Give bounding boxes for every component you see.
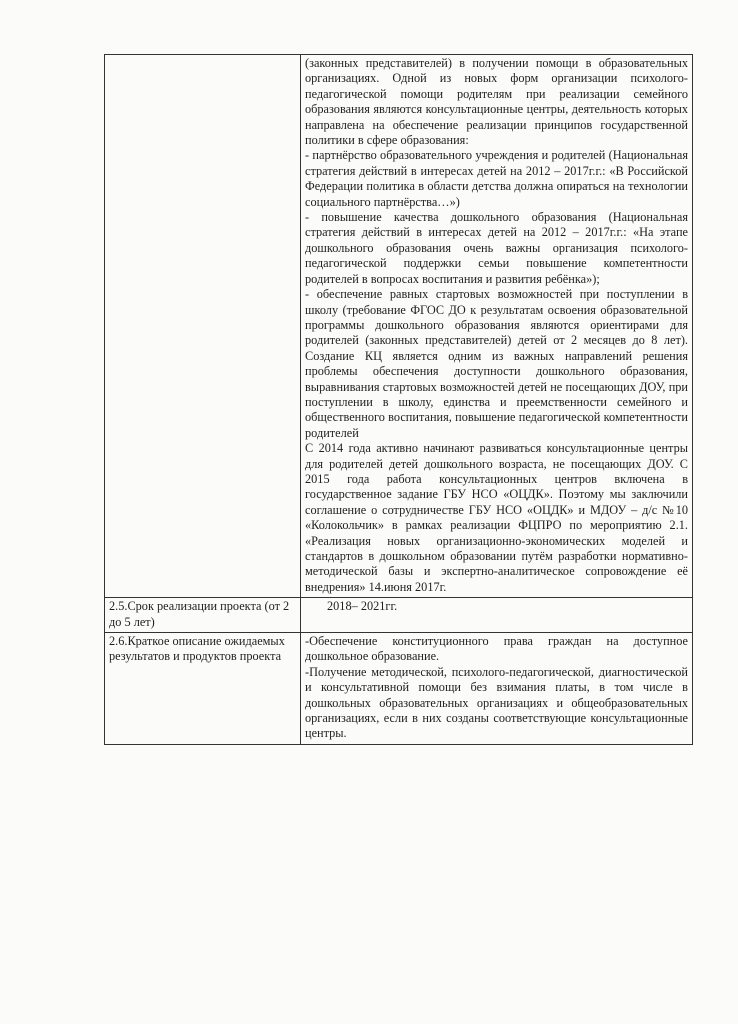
paragraph: С 2014 года активно начинают развиваться консультационные центры для родителей детей дошкольного возраста, не посещающих ДОУ. С 2015 года работа консультационных центров включена в государственное задание ГБУ НСО «ОЦДК». Поэтому мы заключили соглашение о сотрудничестве ГБУ НСО «ОЦДК» и МДОУ – д/с №10 «Колокольчик» в рамках реализации ФЦПРО по мероприятию 2.1. «Реализация новых организационно-экономических моделей и стандартов в дошкольном образовании путём разработки нормативно-методической базы и экспертно-аналитическое сопровождение её внедрения» 14.июня 2017г. <box>305 441 688 594</box>
table-row-results <box>105 633 693 745</box>
paragraph: -Получение методической, психолого-педагогической, диагностической и консультативной помощи без взимания платы, в том числе в дошкольных образовательных организациях и общеобразовательных организациях, если в них созданы соответствующие консультационные центры. <box>305 664 688 741</box>
row-label-empty <box>105 55 301 598</box>
paragraph: - партнёрство образовательного учреждения и родителей (Национальная стратегия действий в интересах детей на 2012 – 2017г.г.: «В Российской Федерации политика в области детства должна опираться на технологии социального партнёрства…») <box>305 148 688 209</box>
project-table <box>104 54 693 745</box>
table-row-context <box>105 55 693 598</box>
paragraph: - обеспечение равных стартовых возможностей при поступлении в школу (требование ФГОС ДО к результатам освоения образовательной программы дошкольного образования являются ориентирами для родителей (законных представителей) детей от 2 месяцев до 8 лет). Создание КЦ является одним из важных направлений решения проблемы обеспечения доступности дошкольного образования, выравнивания стартовых возможностей детей не посещающих ДОУ, при поступлении в школу, единства и преемственности семейного и общественного воспитания, повышение педагогической компетентности родителей <box>305 287 688 440</box>
context-description <box>301 55 693 598</box>
results-description <box>301 633 693 745</box>
paragraph: -Обеспечение конституционного права граждан на доступное дошкольное образование. <box>305 634 688 664</box>
paragraph: - повышение качества дошкольного образования (Национальная стратегия действий в интересах детей на 2012 – 2017г.г.: «На этапе дошкольного образования очень важны организация психолого-педагогической поддержки семьи повышение компетентности родителей в вопросах воспитания и развития ребёнка»); <box>305 210 688 286</box>
table-row-period <box>105 598 693 633</box>
results-label: 2.6.Краткое описание ожидаемых результатов и продуктов проекта <box>105 633 301 745</box>
paragraph: (законных представителей) в получении помощи в образовательных организациях. Одной из новых форм организации психолого-педагогической помощи родителям при реализации семейного образования являются консультационные центры, деятельность которых направлена на обеспечение реализации принципов государственной политики в сфере образования: <box>305 56 688 148</box>
period-value: 2018– 2021гг. <box>301 598 693 633</box>
period-label: 2.5.Срок реализации проекта (от 2 до 5 лет) <box>105 598 301 633</box>
